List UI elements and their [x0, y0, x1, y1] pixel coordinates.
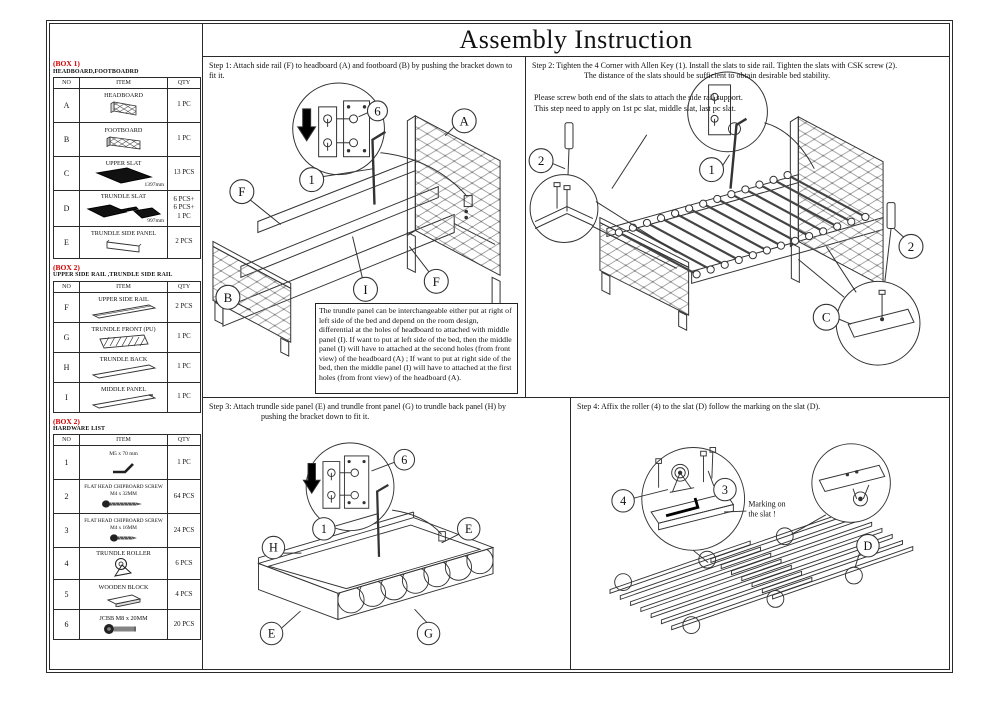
header-row: [54, 281, 201, 292]
label-G: [417, 622, 439, 644]
trundle-front-icon: [94, 333, 154, 350]
screw-16mm-icon: [107, 532, 141, 544]
svg-text:D: D: [863, 538, 873, 553]
step2-text: [532, 61, 945, 82]
label-6: [367, 101, 387, 121]
table-row: [54, 548, 201, 580]
instruction-main-area: [203, 24, 949, 669]
table-row: [54, 190, 201, 226]
step3-text-line2: pushing the bracket down to fit it.: [261, 412, 370, 422]
table-row: [54, 446, 201, 480]
wooden-block-icon: [104, 592, 144, 607]
part-qty: 1 PC: [168, 122, 201, 156]
hardware-table: [53, 434, 201, 640]
part-item: TRUNDLE BACK: [80, 352, 168, 382]
part-item: FLAT HEAD CHIPBOARD SCREW M4 x 16MM: [80, 514, 168, 548]
step1-text: Step 1: Attach side rail (F) to headboard (A) and footboard (B) by pushing the bracket down to fit it.: [209, 61, 513, 81]
part-qty: 2 PCS: [168, 292, 201, 322]
part-qty: 6 PCS: [168, 548, 201, 580]
label-B: [216, 285, 240, 309]
step3-diagram: [203, 398, 570, 669]
label-1: [700, 158, 724, 182]
allen-key-icon: [109, 458, 139, 476]
step3-text-line1: Step 3: Attach trundle side panel (E) and trundle front panel (G) to trundle back panel (H) by: [209, 402, 507, 411]
part-item: FOOTBOARD: [80, 122, 168, 156]
step3-panel: [203, 398, 571, 669]
parts-table-box1: [53, 77, 201, 259]
svg-text:C: C: [821, 309, 831, 325]
svg-text:I: I: [363, 281, 368, 297]
hardware-section: [53, 418, 200, 641]
label-I: [354, 277, 378, 301]
title-bar: [203, 24, 949, 57]
svg-text:A: A: [459, 113, 469, 129]
part-item: MIDDLE PANEL: [80, 382, 168, 412]
svg-text:2: 2: [537, 153, 545, 169]
table-row: [54, 226, 201, 258]
part-qty: 24 PCS: [168, 514, 201, 548]
part-item: TRUNDLE SLAT 997mm: [80, 190, 168, 226]
headboard-icon: [104, 99, 144, 119]
table-row: [54, 292, 201, 322]
part-no: 4: [54, 548, 80, 580]
header-row: [54, 77, 201, 88]
header-row: [54, 435, 201, 446]
box1-label: (BOX 1): [53, 59, 80, 68]
col-item: ITEM: [80, 77, 168, 88]
table-row: [54, 382, 201, 412]
part-item: M5 x 70 mm: [80, 446, 168, 480]
step2-panel: [526, 57, 949, 398]
col-item: ITEM: [80, 281, 168, 292]
parts-list-sidebar: [50, 24, 203, 669]
part-no: 5: [54, 580, 80, 610]
part-no: 3: [54, 514, 80, 548]
document-page-frame: [46, 20, 953, 673]
part-item: TRUNDLE SIDE PANEL: [80, 226, 168, 258]
label-2-left: [529, 149, 553, 173]
col-qty: QTY: [168, 77, 201, 88]
svg-text:2: 2: [907, 238, 915, 254]
part-item: UPPER SLAT 1397mm: [80, 156, 168, 190]
part-item: WOODEN BLOCK: [80, 580, 168, 610]
svg-text:F: F: [432, 273, 440, 289]
jcbb-bolt-icon: [101, 622, 147, 636]
step2-text-line1: Step 2: Tighten the 4 Corner with Allen Key (1). Install the slats to side rail. Tighten the slats with CSK screw (2).: [532, 61, 898, 70]
part-qty: 2 PCS: [168, 226, 201, 258]
svg-text:F: F: [238, 184, 246, 200]
label-F-near: [424, 269, 448, 293]
step4-panel: [571, 398, 949, 669]
part-no: H: [54, 352, 80, 382]
svg-text:B: B: [223, 289, 233, 305]
part-no: 1: [54, 446, 80, 480]
document-page-inner-frame: [49, 23, 950, 670]
svg-text:1: 1: [320, 522, 327, 537]
footboard-icon: [102, 134, 146, 153]
marking-note-line1: Marking on: [748, 499, 786, 509]
svg-text:4: 4: [620, 493, 627, 508]
part-item: TRUNDLE ROLLER: [80, 548, 168, 580]
part-no: G: [54, 322, 80, 352]
table-row: [54, 88, 201, 122]
table-row: [54, 580, 201, 610]
box2-label: (BOX 2): [53, 262, 80, 272]
col-no: NO: [54, 77, 80, 88]
part-qty: 20 PCS: [168, 610, 201, 640]
part-qty: 1 PC: [168, 322, 201, 352]
part-no: B: [54, 122, 80, 156]
svg-text:E: E: [267, 626, 276, 641]
part-qty: 64 PCS: [168, 480, 201, 514]
svg-text:H: H: [269, 540, 278, 555]
trundle-side-panel-icon: [101, 237, 147, 255]
box2-section: [53, 264, 200, 413]
roller-marking-detail-circle: [642, 448, 745, 563]
table-row: [54, 610, 201, 640]
upper-side-rail-icon: [89, 303, 159, 319]
svg-text:3: 3: [721, 482, 728, 497]
part-item: TRUNDLE FRONT (PU): [80, 322, 168, 352]
label-H: [262, 536, 284, 558]
label-2-right: [899, 234, 923, 258]
label-1: [300, 168, 324, 192]
label-C: [813, 304, 839, 330]
hardware-subtitle: HARDWARE LIST: [53, 426, 106, 433]
part-qty: 4 PCS: [168, 580, 201, 610]
part-qty: 6 PCS+ 6 PCS+ 1 PC: [168, 190, 201, 226]
svg-text:6: 6: [401, 452, 408, 467]
table-row: [54, 156, 201, 190]
part-qty: 1 PC: [168, 88, 201, 122]
col-item: ITEM: [80, 435, 168, 446]
part-no: E: [54, 226, 80, 258]
trundle-back-icon: [89, 363, 159, 379]
col-qty: QTY: [168, 435, 201, 446]
step3-text: [209, 402, 566, 423]
label-D: [857, 534, 879, 556]
table-row: [54, 122, 201, 156]
svg-text:E: E: [465, 522, 473, 537]
part-qty: 1 PC: [168, 352, 201, 382]
screw-32mm-icon: [98, 498, 150, 510]
part-qty: 1 PC: [168, 382, 201, 412]
box1-subtitle: HEADBOARD,FOOTBOADRD: [53, 68, 139, 75]
part-qty: 1 PC: [168, 446, 201, 480]
svg-text:1: 1: [708, 162, 715, 178]
part-item: HEADBOARD: [80, 88, 168, 122]
part-qty: 13 PCS: [168, 156, 201, 190]
slat-screw-note: Please screw both end of the slats to attach the side rail support. This step need to apply on 1st pc slat, middle slat, last pc slat.: [534, 93, 743, 113]
part-item: JCBB M8 x 20MM: [80, 610, 168, 640]
col-no: NO: [54, 281, 80, 292]
trundle-slat-icon: [86, 200, 162, 220]
roller-under-slat-detail-circle: [791, 444, 890, 535]
part-size: 1397mm: [144, 181, 164, 188]
part-no: F: [54, 292, 80, 322]
label-4: [612, 490, 634, 512]
step1-panel: [203, 57, 526, 398]
table-row: [54, 352, 201, 382]
svg-text:G: G: [424, 626, 433, 641]
table-row: [54, 322, 201, 352]
part-item: FLAT HEAD CHIPBOARD SCREW M4 x 32MM: [80, 480, 168, 514]
label-E-left: [260, 622, 282, 644]
box1-section: [53, 60, 200, 259]
table-row: [54, 514, 201, 548]
page-title: Assembly Instruction: [459, 25, 693, 54]
hardware-box-label: (BOX 2): [53, 416, 80, 426]
label-F-far: [230, 180, 254, 204]
table-row: [54, 480, 201, 514]
step4-text: Step 4: Affix the roller (4) to the slat (D) follow the marking on the slat (D).: [577, 402, 821, 411]
part-size: 997mm: [147, 218, 164, 225]
part-no: D: [54, 190, 80, 226]
box2-subtitle: UPPER SIDE RAIL ,TRUNDLE SIDE RAIL: [53, 272, 173, 279]
part-item: UPPER SIDE RAIL: [80, 292, 168, 322]
parts-table-box2: [53, 281, 201, 413]
part-no: I: [54, 382, 80, 412]
svg-text:6: 6: [374, 103, 381, 119]
trundle-panel-note: The trundle panel can be interchangeable either put at right of left side of the bed and depend on the room design, differential at the holes of headboard to attached with middle panel (I). If want to put at left side of the bed, then the middle panel (I) will have to attached at the second holes (from front view) of the headboard (A) ; If want to put at right side of the bed, then the middle panel (I) will have to attached at the first holes (from front view) of the headboard (A).: [315, 303, 518, 394]
middle-panel-icon: [89, 393, 159, 409]
svg-text:1: 1: [308, 172, 315, 188]
label-1: [313, 518, 335, 540]
part-no: 2: [54, 480, 80, 514]
part-no: 6: [54, 610, 80, 640]
part-no: A: [54, 88, 80, 122]
step2-text-line2: The distance of the slats should be sufficient to obtain desirable bed stability.: [584, 71, 831, 81]
label-E-right: [458, 518, 480, 540]
marking-note-line2: the slat !: [748, 509, 776, 519]
col-qty: QTY: [168, 281, 201, 292]
trundle-roller-icon: [109, 557, 139, 579]
col-no: NO: [54, 435, 80, 446]
label-3: [714, 478, 736, 500]
label-A: [452, 109, 476, 133]
label-6: [394, 449, 415, 470]
part-no: C: [54, 156, 80, 190]
step4-diagram: [571, 398, 949, 669]
